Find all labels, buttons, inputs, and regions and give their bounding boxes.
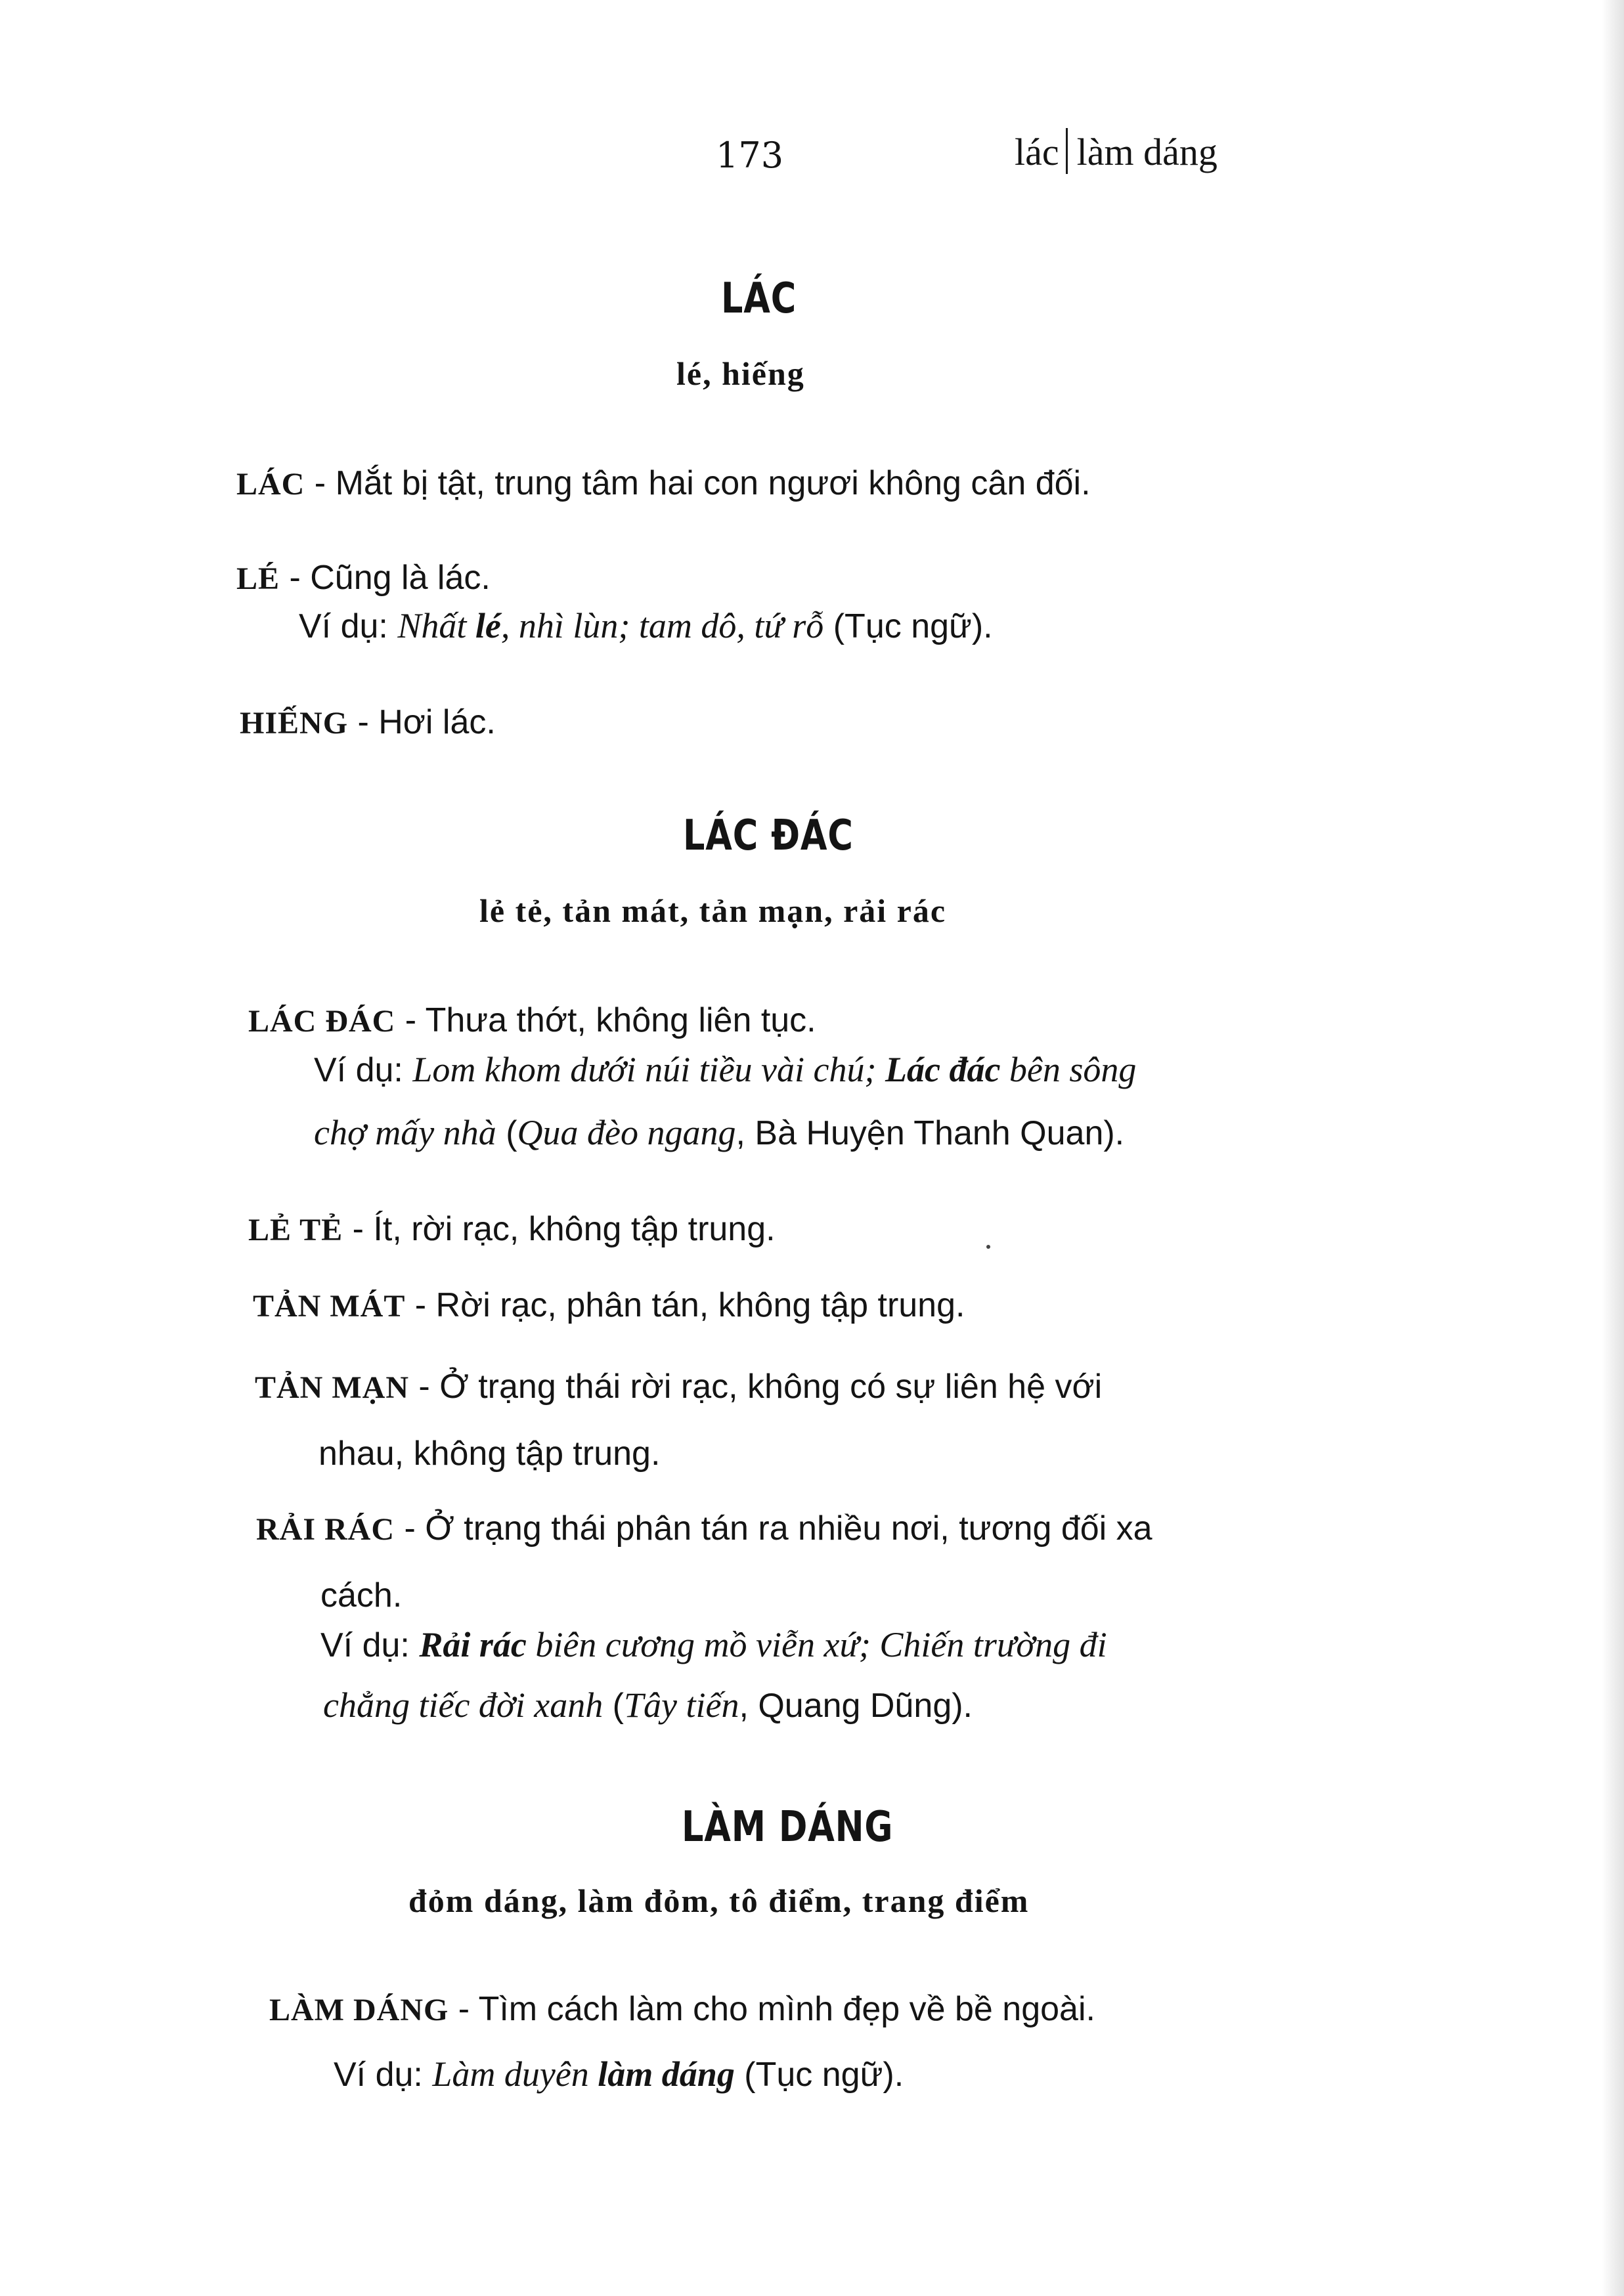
entry-term: LÉ	[236, 561, 280, 596]
page-number: 173	[716, 135, 784, 176]
example-paren: (	[603, 1687, 624, 1725]
entry-definition: Thưa thớt, không liên tục.	[425, 1001, 816, 1039]
section-synonyms-lam-dang: đỏm dáng, làm đỏm, tô điểm, trang điểm	[408, 1882, 1030, 1919]
example-text: Lom khom dưới núi tiều vài chú;	[412, 1050, 885, 1089]
example-text: , nhì lùn; tam dô, tứ rỗ	[500, 606, 824, 645]
running-head-last-word: làm dáng	[1076, 131, 1218, 173]
example-paren: (	[496, 1114, 517, 1152]
entry-definition-line1: Ở trạng thái rời rạc, không có sự liên hệ với	[439, 1368, 1103, 1406]
entry-hieng	[240, 703, 496, 742]
entry-term: LÁC	[236, 467, 305, 502]
entry-dash: -	[280, 559, 311, 597]
entry-dash: -	[405, 1286, 436, 1324]
example-label: Ví dụ:	[299, 607, 398, 645]
section-synonyms-lac-dac: lẻ tẻ, tản mát, tản mạn, rải rác	[479, 892, 947, 929]
entry-rai-rac	[256, 1509, 1152, 1548]
entry-term: LẺ TẺ	[248, 1213, 343, 1247]
entry-le	[236, 558, 491, 597]
entry-lam-dang	[269, 1989, 1095, 2029]
example-text: chợ mấy nhà	[314, 1113, 496, 1152]
entry-dash: -	[305, 464, 336, 502]
entry-term: TẢN MẠN	[255, 1370, 409, 1405]
entry-tan-man	[255, 1367, 1102, 1406]
entry-definition-line2: nhau, không tập trung.	[318, 1435, 661, 1473]
example-label: Ví dụ:	[334, 2056, 433, 2094]
example-keyword: Lác đác	[885, 1050, 1001, 1089]
entry-le-te	[248, 1209, 776, 1249]
example-rai-rac-line2	[323, 1685, 973, 1725]
entry-term: LÀM DÁNG	[269, 1993, 449, 2027]
entry-definition-line2: cách.	[320, 1576, 403, 1614]
section-heading-lac: LÁC	[721, 274, 797, 323]
page-edge-shadow	[1602, 0, 1624, 2296]
example-text: biên cương mồ viễn xứ; Chiến trường đi	[526, 1625, 1107, 1664]
section-heading-lac-dac: LÁC ĐÁC	[683, 812, 854, 860]
entry-definition: Hơi lác.	[378, 703, 496, 741]
entry-term: HIẾNG	[240, 706, 349, 741]
running-head-divider	[1066, 128, 1068, 174]
entry-definition: Tìm cách làm cho mình đẹp về bề ngoài.	[478, 1990, 1095, 2028]
entry-tan-mat	[253, 1286, 965, 1325]
example-keyword: làm dáng	[598, 2054, 735, 2094]
entry-term: RẢI RÁC	[256, 1512, 395, 1547]
example-source: (Tục ngữ).	[823, 607, 993, 645]
entry-definition-line1: Ở trạng thái phân tán ra nhiều nơi, tương đối xa	[425, 1509, 1152, 1548]
example-text: chẳng tiếc đời xanh	[323, 1685, 604, 1725]
example-keyword: Rải rác	[419, 1625, 527, 1664]
entry-definition: Rời rạc, phân tán, không tập trung.	[435, 1286, 965, 1324]
entry-lac-dac	[248, 1001, 816, 1040]
entry-dash: -	[395, 1001, 426, 1039]
running-head-first-word: lác	[1015, 131, 1059, 173]
entry-definition: Ít, rời rạc, không tập trung.	[373, 1210, 776, 1248]
example-label: Ví dụ:	[320, 1626, 420, 1664]
example-rai-rac-line1	[320, 1624, 1107, 1665]
example-author: , Quang Dũng).	[739, 1687, 973, 1725]
example-lac-dac-line2	[314, 1112, 1124, 1153]
example-label: Ví dụ:	[314, 1051, 413, 1089]
entry-definition: Mắt bị tật, trung tâm hai con ngươi không cân đối.	[335, 464, 1091, 502]
entry-dash: -	[348, 703, 379, 741]
entry-dash: -	[449, 1990, 479, 2028]
entry-dash: -	[343, 1210, 374, 1248]
example-lac-dac-line1	[314, 1049, 1136, 1090]
example-lam-dang	[334, 2054, 904, 2094]
example-text: Nhất	[397, 606, 475, 645]
example-keyword: lé	[475, 606, 501, 645]
entry-lac	[236, 464, 1091, 503]
example-source: (Tục ngữ).	[734, 2056, 904, 2094]
example-work-title: Tây tiến	[623, 1685, 739, 1725]
example-work-title: Qua đèo ngang	[517, 1113, 736, 1152]
example-text: bên sông	[1000, 1050, 1137, 1089]
entry-dash: -	[395, 1509, 426, 1548]
entry-dash: -	[408, 1368, 440, 1406]
example-text: Làm duyên	[432, 2054, 598, 2094]
entry-term: TẢN MÁT	[253, 1289, 406, 1324]
stray-mark	[986, 1245, 990, 1249]
entry-definition: Cũng là lác.	[310, 559, 491, 597]
example-author: , Bà Huyện Thanh Quan).	[735, 1114, 1125, 1152]
entry-term: LÁC ĐÁC	[248, 1004, 396, 1039]
example-le	[299, 605, 993, 646]
section-synonyms-lac: lé, hiếng	[676, 355, 805, 392]
running-head	[1015, 128, 1218, 174]
section-heading-lam-dang: LÀM DÁNG	[682, 1803, 894, 1852]
